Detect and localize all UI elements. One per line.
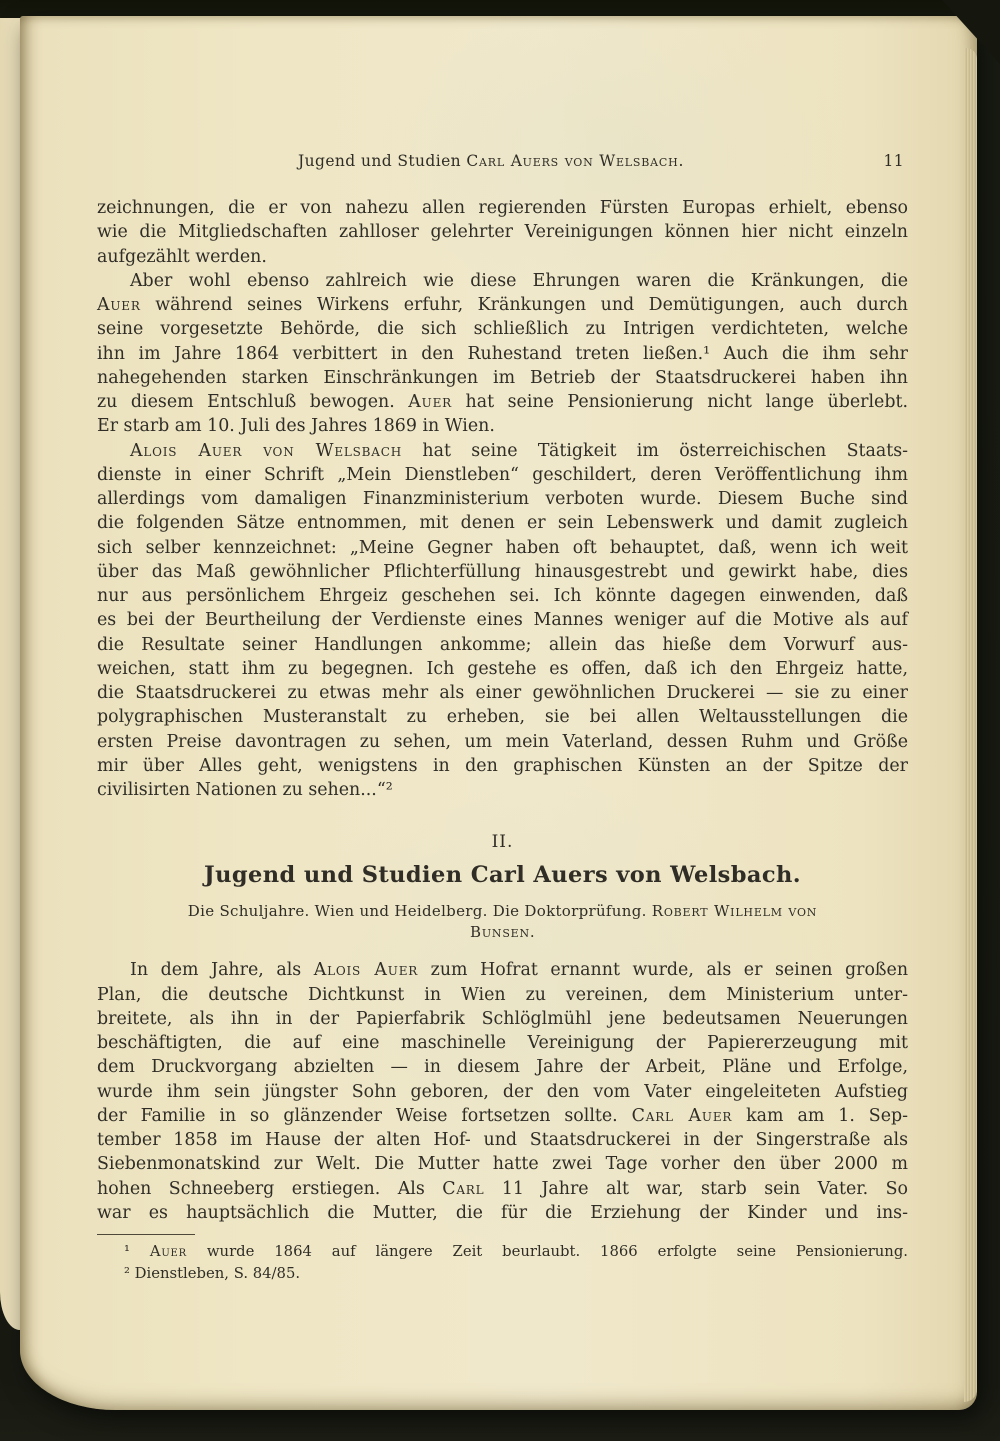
text-line: wie die Mitgliedschaften zahlloser gelehrter Vereinigungen können hier nicht einzeln xyxy=(97,222,908,243)
text-line: ihn im Jahre 1864 verbittert in den Ruhestand treten ließen.¹ Auch die ihm sehr xyxy=(97,343,908,364)
small-caps-name: Alois Auer von Welsbach xyxy=(130,440,403,461)
text-line: dienste in einer Schrift „Mein Dienstleben“ geschildert, deren Veröffentlichung ihm xyxy=(97,464,908,485)
text-line: die Staatsdruckerei zu etwas mehr als einer gewöhnlichen Druckerei — sie zu einer xyxy=(97,683,908,703)
text-line: Alois Auer von Welsbach hat seine Tätigkeit im österreichischen Staats- xyxy=(130,440,908,461)
small-caps-name: Bunsen xyxy=(470,923,530,942)
text-line: polygraphischen Musteranstalt zu erheben, sie bei allen Weltausstellungen die xyxy=(97,707,908,728)
paragraph xyxy=(97,1241,908,1263)
text-line: seine vorgesetzte Behörde, die sich schließlich zu Intrigen verdichteten, welche xyxy=(97,319,908,340)
section-heading xyxy=(97,832,908,943)
section-number: II. xyxy=(491,832,514,853)
footnote-separator-rule xyxy=(97,1234,195,1235)
text-line: beschäftigten, die auf eine maschinelle Vereinigung der Papiererzeugung mit xyxy=(97,1033,908,1053)
text-line: nur aus persönlichem Ehrgeiz geschehen sei. Ich könnte dagegen einwenden, daß xyxy=(97,586,908,606)
text-line: sich selber kennzeichnet: „Meine Gegner haben oft behauptet, daß, wenn ich weit xyxy=(97,537,908,558)
text-line: die folgenden Sätze entnommen, mit denen er sein Lebenswerk und damit zugleich xyxy=(97,513,908,534)
small-caps-name: Auer xyxy=(149,1243,187,1260)
text-line: Aber wohl ebenso zahlreich wie diese Ehrungen waren die Kränkungen, die xyxy=(130,270,908,291)
footnotes xyxy=(97,1234,908,1285)
small-caps-name: Robert Wilhelm von xyxy=(651,902,818,921)
small-caps-name: Alois Auer xyxy=(313,960,419,981)
running-header-title: Jugend und Studien Carl Auers von Welsbach. xyxy=(298,152,684,170)
text-line: weichen, statt ihm zu begegnen. Ich gestehe es offen, daß ich den Ehrgeiz hatte, xyxy=(97,658,908,679)
paragraph xyxy=(97,439,908,803)
paragraph xyxy=(97,1263,908,1285)
text-line: ¹ Auer wurde 1864 auf längere Zeit beurlaubt. 1866 erfolgte seine Pensionierung. xyxy=(124,1243,909,1260)
paragraph xyxy=(97,958,908,1225)
text-line: es bei der Beurtheilung der Verdienste eines Mannes weniger auf die Motive als auf xyxy=(97,610,908,631)
body-text-lower xyxy=(97,958,908,1225)
text-line: über das Maß gewöhnlicher Pflichterfüllung hinausgestrebt und gewirkt habe, dies xyxy=(97,561,908,582)
text-line: tember 1858 im Hause der alten Hof- und Staatsdruckerei in der Singerstraße als xyxy=(97,1130,908,1150)
small-caps-name: Carl Auers von Welsbach xyxy=(466,152,679,170)
text-line: mir über Alles geht, wenigstens in den graphischen Künsten an der Spitze der xyxy=(97,755,908,776)
page-number: 11 xyxy=(883,152,904,170)
book-page xyxy=(20,16,977,1410)
body-text-upper xyxy=(97,196,908,802)
text-line: hohen Schneeberg erstiegen. Als Carl 11 Jahre alt war, starb sein Vater. So xyxy=(97,1178,908,1199)
text-line: war es hauptsächlich die Mutter, die für die Erziehung der Kinder und ins- xyxy=(97,1202,908,1223)
section-subtitle xyxy=(97,901,908,943)
text-line: civilisirten Nationen zu sehen...“² xyxy=(97,780,393,800)
text-line: Siebenmonatskind zur Welt. Die Mutter hatte zwei Tage vorher den über 2000 m xyxy=(97,1154,908,1175)
text-line: Auer während seines Wirkens erfuhr, Kränkungen und Demütigungen, auch durch xyxy=(97,295,908,315)
text-line: wurde ihm sein jüngster Sohn geboren, der den vom Vater eingeleiteten Aufstieg xyxy=(97,1081,908,1102)
footnote-items xyxy=(97,1241,908,1285)
subtitle-line: Bunsen. xyxy=(470,923,535,942)
text-line: allerdings vom damaligen Finanzministerium verboten wurde. Diesem Buche sind xyxy=(97,489,908,509)
text-line: zeichnungen, die er von nahezu allen regierenden Fürsten Europas erhielt, ebenso xyxy=(97,198,908,218)
text-line: Er starb am 10. Juli des Jahres 1869 in Wien. xyxy=(97,416,495,437)
text-line: ² Dienstleben, S. 84/85. xyxy=(124,1265,301,1282)
small-caps-name: Carl Auer xyxy=(631,1105,733,1126)
text-line: der Familie in so glänzender Weise fortsetzen sollte. Carl Auer kam am 1. Sep- xyxy=(97,1105,908,1126)
text-line: nahegehenden starken Einschränkungen im Betrieb der Staatsdruckerei haben ihn xyxy=(97,367,908,388)
text-line: aufgezählt werden. xyxy=(97,246,267,267)
small-caps-name: Auer xyxy=(97,295,141,315)
page-content xyxy=(97,16,908,1285)
text-line: die Resultate seiner Handlungen ankomme; allein das hieße dem Vorwurf aus- xyxy=(97,634,908,655)
running-header xyxy=(97,152,908,174)
subtitle-line: Die Schuljahre. Wien und Heidelberg. Die Doktorprüfung. Robert Wilhelm von xyxy=(187,902,818,921)
text-line: dem Druckvorgang abzielten — in diesem Jahre der Arbeit, Pläne und Erfolge, xyxy=(97,1057,908,1078)
small-caps-name: Auer xyxy=(408,392,452,412)
text-line: In dem Jahre, als Alois Auer zum Hofrat ernannt wurde, als er seinen großen xyxy=(130,960,909,981)
small-caps-name: Carl xyxy=(442,1178,485,1199)
paragraph xyxy=(97,269,908,439)
section-title: Jugend und Studien Carl Auers von Welsbach. xyxy=(204,862,801,889)
text-line: breitete, als ihn in der Papierfabrik Schlöglmühl jene bedeutsamen Neuerungen xyxy=(97,1008,908,1029)
paragraph xyxy=(97,196,908,269)
text-line: ersten Preise davontragen zu sehen, um mein Vaterland, dessen Ruhm und Größe xyxy=(97,731,908,752)
text-line: Plan, die deutsche Dichtkunst in Wien zu vereinen, dem Ministerium unter- xyxy=(97,984,908,1005)
text-line: zu diesem Entschluß bewogen. Auer hat seine Pensionierung nicht lange überlebt. xyxy=(97,392,909,412)
